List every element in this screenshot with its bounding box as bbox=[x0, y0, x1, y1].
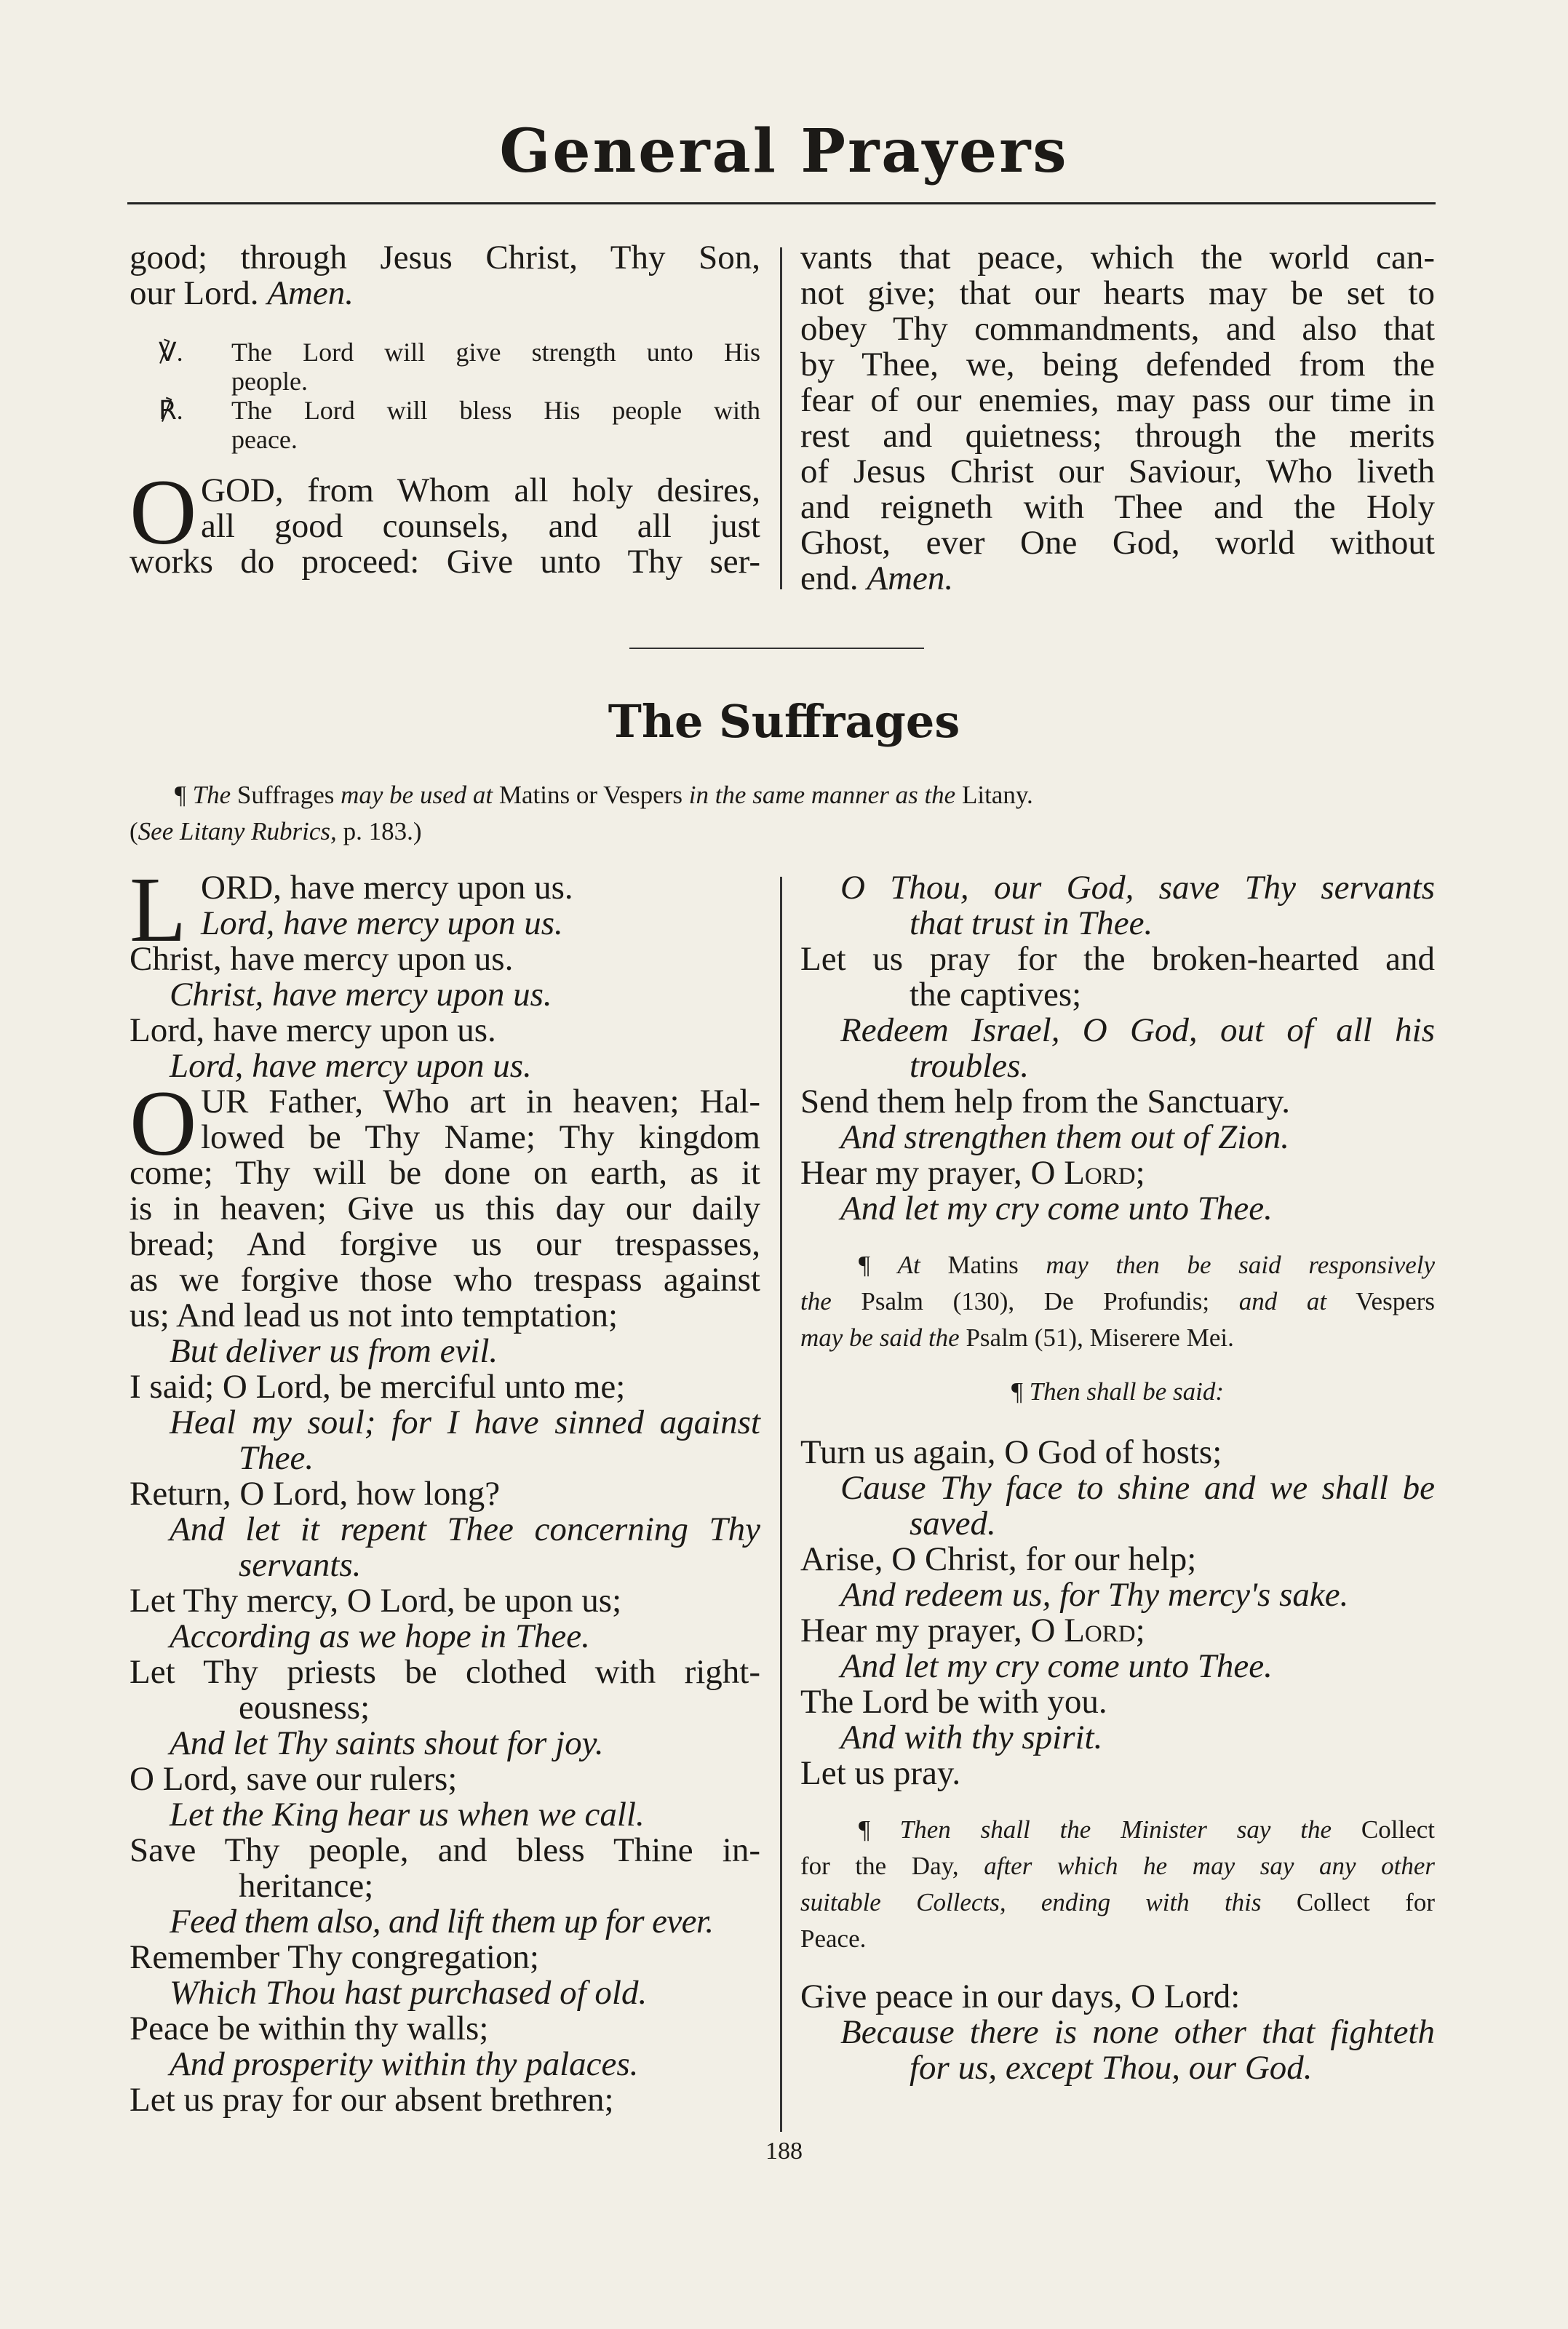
text-line: our Lord. Amen. bbox=[130, 274, 354, 312]
versicle-mark: ℣. bbox=[159, 338, 183, 367]
text-line: good; through Jesus Christ, Thy Son, bbox=[130, 239, 760, 276]
versicle: ℣. The Lord will give strength unto His people. bbox=[159, 338, 760, 396]
text-line: rest and quietness; through the merits bbox=[800, 417, 1435, 455]
drop-cap: O bbox=[130, 1072, 197, 1175]
suffrages-right-column: O Thou, our God, save Thy servants that trust in Thee. Let us pray for the broken-hearted and the captives; Redeem Israel, O God, out of all his troubles. Send them help from the Sanctuary. And strengthen them out of Zion. Hear my prayer, O Lord; And let my cry come unto Thee. ¶ At Matins may then be said responsively the Psalm (130), De Profundis; and at Vespers may be said the Psalm (51), Miserere Mei. ¶ Then shall be said: Turn us again, O God of hosts; Cause Thy face to shine and we shall be saved. Arise, O Christ, for our help; And redeem us, for Thy mercy's sake. Hear my prayer, O Lord; And let my cry come unto Thee. The Lord be with you. And with thy spirit. Let us pray. ¶ Then shall the Minister say the Collect for the Day, after which he may say any other suitable Collects, ending with this Collect for Peace. Give peace in our days, O Lord: Because there is none other that fighteth for us, except Thou, our God. bbox=[800, 869, 1436, 2087]
pilcrow-icon: ¶ bbox=[1011, 1377, 1023, 1406]
text-line: Ghost, ever One God, world without bbox=[800, 524, 1435, 562]
amen: Amen. bbox=[267, 274, 354, 312]
collect-paragraph: O GOD, from Whom all holy desires, all good counsels, and all just works do proceed: Give unto Thy ser- bbox=[130, 461, 760, 581]
text-line: not give; that our hearts may be set to bbox=[800, 274, 1435, 312]
header-rule bbox=[127, 202, 1436, 204]
pilcrow-icon: ¶ bbox=[859, 1251, 870, 1279]
pilcrow-icon: ¶ bbox=[859, 1815, 870, 1844]
suffrages-rubric: ¶ The Suffrages may be used at Matins or Vespers in the same manner as the Litany. (See Litany Rubrics, p. 183.) bbox=[130, 781, 1033, 845]
text-line: vants that peace, which the world can- bbox=[800, 239, 1435, 276]
amen: Amen. bbox=[867, 560, 954, 597]
suffrages-left-column: L ORD, have mercy upon us. Lord, have mercy upon us. Christ, have mercy upon us. Christ, have mercy upon us. Lord, have mercy upon us. Lord, have mercy upon us. O UR Father, Who art in heaven; Hal- lowed be Thy Name; Thy kingdom come; Thy will be done on earth, as it is in heaven; Give us this day our daily bread; And forgive us our trespasses, as we forgive those who trespass against us; And lead us not into temptation; But deliver us from evil. I said; O Lord, be merciful unto me; Heal my soul; for I have sinned against Thee. Return, O Lord, how long? And let it repent Thee concerning Thy servants. Let Thy mercy, O Lord, be upon us; According as we hope in Thee. Let Thy priests be clothed with right- eousness; And let Thy saints shout for joy. O Lord, save our rulers; Let the King hear us when we call. Save Thy people, and bless Thine in- heritance; Feed them also, and lift them up for ever. Remember Thy congregation; Which Thou hast purchased of old. Peace be within thy walls; And prosperity within thy palaces. Let us pray for our absent brethren; bbox=[130, 858, 760, 2119]
psalm-rubric: ¶ At Matins may then be said responsively the Psalm (130), De Profundis; and at Vespers may be said the Psalm (51), Miserere Mei. bbox=[800, 1251, 1436, 1352]
text-line: of Jesus Christ our Saviour, Who liveth bbox=[800, 453, 1435, 490]
text-line: obey Thy commandments, and also that bbox=[800, 310, 1435, 348]
text-line: fear of our enemies, may pass our time in bbox=[800, 381, 1435, 419]
drop-cap: O bbox=[130, 461, 197, 564]
pilcrow-icon: ¶ bbox=[175, 781, 186, 809]
then-said-rubric: ¶ Then shall be said: bbox=[1011, 1377, 1224, 1406]
response: ℟. The Lord will bless His people with peace. bbox=[159, 396, 760, 454]
page-header-title: General Prayers bbox=[499, 116, 1069, 186]
response-mark: ℟. bbox=[159, 396, 183, 425]
text-line: by Thee, we, being defended from the bbox=[800, 346, 1435, 383]
lords-prayer: O UR Father, Who art in heaven; Hal- lowed be Thy Name; Thy kingdom come; Thy will be done on earth, as it is in heaven; Give us this day our daily bread; And forgive us our trespasses, as we forgive those who trespass against us; And lead us not into temptation; But deliver us from evil. bbox=[130, 1072, 760, 1370]
page-number: 188 bbox=[765, 2138, 803, 2165]
top-left-column bbox=[130, 240, 760, 580]
drop-cap: L bbox=[130, 858, 187, 961]
top-right-column bbox=[800, 240, 1435, 597]
kyrie: L ORD, have mercy upon us. Lord, have mercy upon us. bbox=[130, 858, 573, 961]
text-line: end. Amen. bbox=[800, 560, 954, 597]
text-line: and reigneth with Thee and the Holy bbox=[800, 488, 1435, 526]
section-title: The Suffrages bbox=[608, 695, 960, 748]
section-divider bbox=[629, 648, 924, 649]
collect-rubric: ¶ Then shall the Minister say the Collect for the Day, after which he may say any other suitable Collects, ending with this Collect for Peace. bbox=[800, 1815, 1436, 1953]
column-divider bbox=[780, 247, 782, 589]
column-divider bbox=[780, 877, 782, 2132]
